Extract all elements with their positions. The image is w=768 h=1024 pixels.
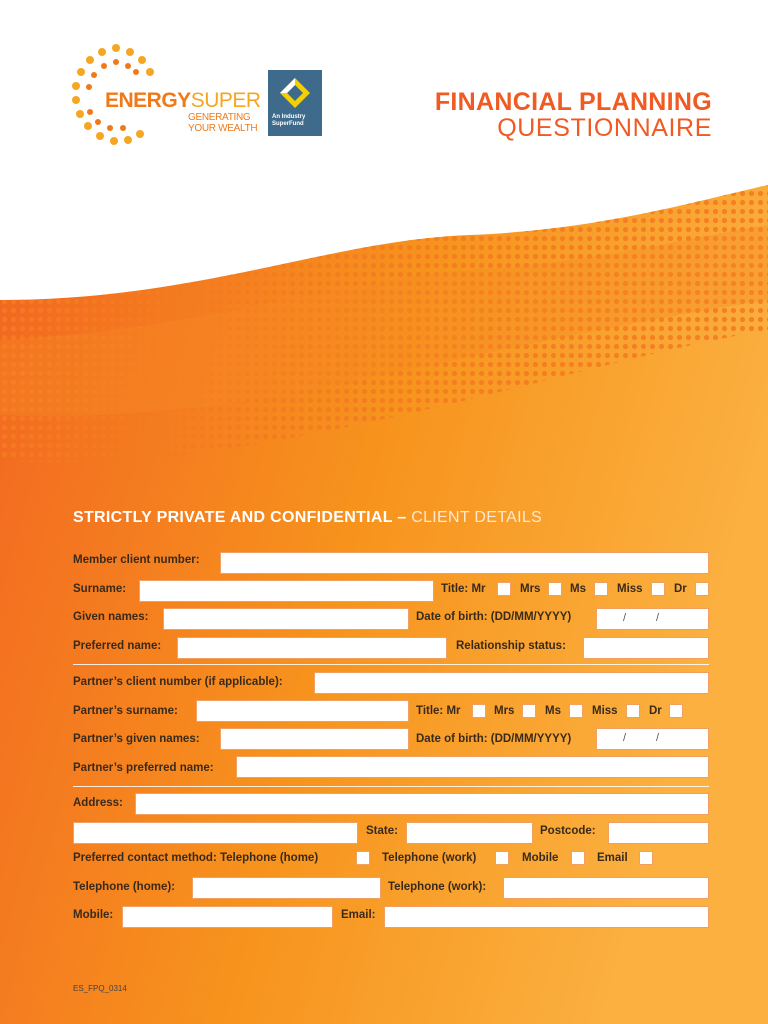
email-label: Email: [341,909,376,921]
partner-surname-label: Partner’s surname: [73,705,178,717]
dob-separator-1: / [623,612,627,624]
given-names-field[interactable] [163,608,409,630]
contact-mobile-label: Mobile [522,852,559,864]
title-dr-checkbox[interactable] [695,582,709,596]
contact-mobile-checkbox[interactable] [571,851,585,865]
industry-superfund-badge [268,70,322,136]
section-divider [73,664,709,665]
partner-client-number-label: Partner’s client number (if applicable): [73,676,283,688]
postcode-label: Postcode: [540,825,596,837]
form-code: ES_FPQ_0314 [73,984,127,993]
partner-date-of-birth-field[interactable] [596,728,709,750]
member-client-number-field[interactable] [220,552,709,574]
preferred-contact-label: Preferred contact method: Telephone (home) [73,852,319,864]
address-line-2-field[interactable] [73,822,358,844]
address-label: Address: [73,797,123,809]
tagline-line-2: YOUR WEALTH [188,123,258,134]
member-client-number-label: Member client number: [73,554,200,566]
given-names-label: Given names: [73,611,149,623]
partner-surname-field[interactable] [196,700,409,722]
title-miss-checkbox[interactable] [651,582,665,596]
surname-label: Surname: [73,583,127,595]
preferred-name-field[interactable] [177,637,447,659]
contact-telephone-work-label: Telephone (work) [382,852,477,864]
dob-separator-2: / [656,612,660,624]
partner-title-dr-label: Dr [649,705,662,717]
partner-title-mrs-label: Mrs [494,705,515,717]
brand-name: ENERGYSUPER [105,89,261,112]
title-ms-label: Ms [570,583,586,595]
partner-dob-separator-1: / [623,732,627,744]
partner-title-ms-checkbox[interactable] [569,704,583,718]
title-mr-label: Title: Mr [441,583,486,595]
heading-light: CLIENT DETAILS [411,509,543,526]
heading-bold: STRICTLY PRIVATE AND CONFIDENTIAL – [73,509,407,526]
relationship-status-field[interactable] [583,637,709,659]
date-of-birth-field[interactable] [596,608,709,630]
document-title: FINANCIAL PLANNING [434,88,712,116]
surname-field[interactable] [139,580,434,602]
telephone-home-label: Telephone (home): [73,881,176,893]
title-mrs-label: Mrs [520,583,541,595]
state-field[interactable] [406,822,533,844]
partner-title-dr-checkbox[interactable] [669,704,683,718]
badge-line-1: An Industry [272,114,306,120]
partner-given-names-field[interactable] [220,728,409,750]
document-subtitle: QUESTIONNAIRE [497,114,712,142]
partner-preferred-name-label: Partner’s preferred name: [73,762,214,774]
badge-line-2: SuperFund [272,121,304,127]
brand-tagline [188,112,257,134]
partner-title-miss-label: Miss [592,705,618,717]
partner-title-miss-checkbox[interactable] [626,704,640,718]
relationship-status-label: Relationship status: [456,640,566,652]
telephone-work-label: Telephone (work): [388,881,487,893]
contact-telephone-work-checkbox[interactable] [495,851,509,865]
partner-date-of-birth-label: Date of birth: (DD/MM/YYYY) [416,733,572,745]
partner-given-names-label: Partner’s given names: [73,733,200,745]
partner-title-mr-label: Title: Mr [416,705,461,717]
state-label: State: [366,825,398,837]
telephone-home-field[interactable] [192,877,381,899]
postcode-field[interactable] [608,822,709,844]
contact-email-checkbox[interactable] [639,851,653,865]
title-miss-label: Miss [617,583,643,595]
date-of-birth-label: Date of birth: (DD/MM/YYYY) [416,611,572,623]
mobile-label: Mobile: [73,909,114,921]
partner-title-mr-checkbox[interactable] [472,704,486,718]
partner-preferred-name-field[interactable] [236,756,709,778]
partner-client-number-field[interactable] [314,672,709,694]
title-dr-label: Dr [674,583,687,595]
contact-email-label: Email [597,852,628,864]
contact-telephone-home-checkbox[interactable] [356,851,370,865]
mobile-field[interactable] [122,906,333,928]
preferred-name-label: Preferred name: [73,640,162,652]
title-mr-checkbox[interactable] [497,582,511,596]
email-field[interactable] [384,906,709,928]
tagline-line-1: GENERATING [188,112,251,123]
section-heading [73,509,542,527]
superfund-diamond-icon [268,70,322,114]
telephone-work-field[interactable] [503,877,709,899]
partner-dob-separator-2: / [656,732,660,744]
title-ms-checkbox[interactable] [594,582,608,596]
section-divider [73,786,709,787]
title-mrs-checkbox[interactable] [548,582,562,596]
address-line-1-field[interactable] [135,793,709,815]
partner-title-mrs-checkbox[interactable] [522,704,536,718]
partner-title-ms-label: Ms [545,705,561,717]
